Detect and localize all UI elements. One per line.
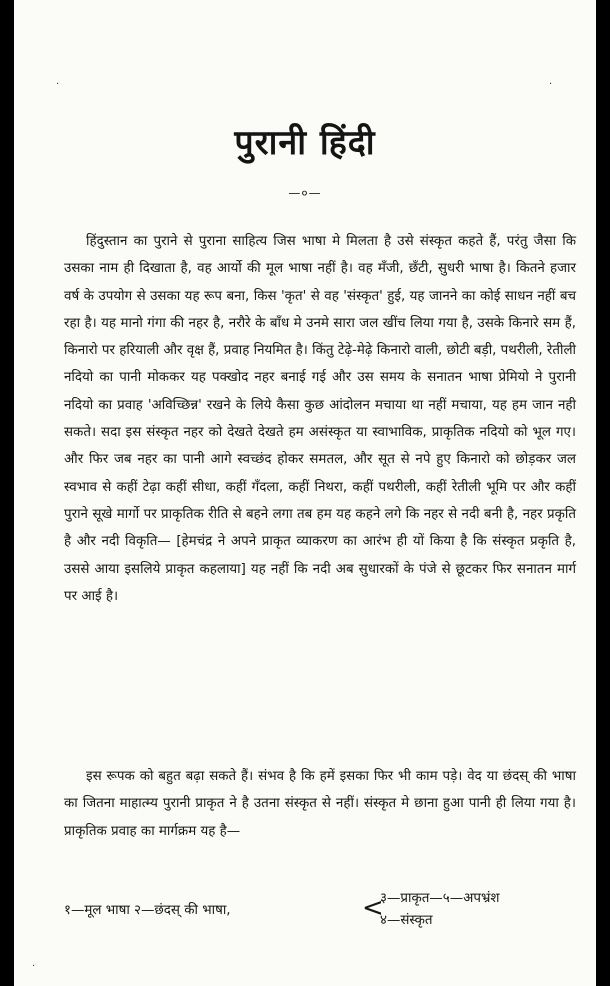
title-ornament: —०— (288, 186, 322, 200)
body-paragraph-1: हिंदुस्तान का पुराने से पुराना साहित्य जिस भाषा मे मिलता है उसे संस्कृत कहते हैं, परंतु जैसा कि उसका नाम ही दिखाता है, वह आर्यो की मूल भाषा नहीं है। वह मँजी, छँटी, सुधरी भाषा है। कितने हजार वर्ष के उपयोग से उसका यह रूप बना, किस 'कृत' से वह 'संस्कृत' हुई, यह जानने का कोई साधन नहीं बच रहा है। यह मानो गंगा की नहर है, नरौरे के बाँध मे उनमे सारा जल खींच लिया गया है, उसके किनारे सम हैं, किनारो पर हरियाली और वृक्ष हैं, प्रवाह नियमित है। किंतु टेढ़े-मेढ़े किनारो वाली, छोटी बड़ी, पथरीली, रेतीली नदियो का पानी मोककर यह पक्खोद नहर बनाई गई और उस समय के सनातन भाषा प्रेमियो ने पुरानी नदियो का प्रवाह 'अविच्छिन्न' रखने के लिये कैसा कुछ आंदोलन मचाया था नहीं मचाया, यह हम जान नही सकते। सदा इस संस्कृत नहर को देखते देखते हम असंस्कृत या स्वाभाविक, प्राकृतिक नदियो को भूल गए। और फिर जब नहर का पानी आगे स्वच्छंद होकर समतल, और सूत से नपे हुए किनारो को छोड़कर जल स्वभाव से कहीं टेढ़ा कहीं सीधा, कहीं गँदला, कहीं निथरा, कहीं पथरीली, कहीं रेतीली भूमि पर और कहीं पुराने सूखे मार्गो पर प्राकृतिक रीति से बहने लगा तब हम यह कहने लगे कि नहर से नदी बनी है, नहर प्रकृति है और नदी विकृति— [हेमचंद्र ने अपने प्राकृत व्याकरण का आरंभ ही यों किया है कि संस्कृत प्रकृति है, उससे आया इसलिये प्राकृत कहलाया] यह नहीं कि नदी अब सुधारकों के पंजे से छूटकर फिर सनातन मार्ग पर आई है। (64, 234, 576, 604)
scan-speck: · (56, 79, 60, 90)
book-page (14, 0, 596, 986)
page-title: पुरानी हिंदी (234, 123, 376, 163)
scheme-left: १—मूल भाषा २—छंदस् की भाषा, (64, 903, 231, 918)
scheme-branch-bottom: ४—संस्कृत (380, 913, 433, 928)
language-scheme (64, 888, 584, 938)
scan-speck: · (549, 79, 553, 90)
body-paragraph-2: इस रूपक को बहुत बढ़ा सकते हैं। संभव है कि हमें इसका फिर भी काम पड़े। वेद या छंदस् की भाषा का जितना माहात्म्य पुरानी प्राकृत ने है उतना संस्कृत से नहीं। संस्कृत मे छाना हुआ पानी ही लिया गया है। प्राकृतिक प्रवाह का मार्गक्रम यह है— (64, 769, 576, 839)
scheme-branch-top: ३—प्राकृत—५—अपभ्रंश (380, 891, 500, 906)
scheme-branches (380, 888, 499, 932)
scan-speck: · (32, 961, 36, 972)
scheme-branch-brace: < (362, 893, 384, 923)
